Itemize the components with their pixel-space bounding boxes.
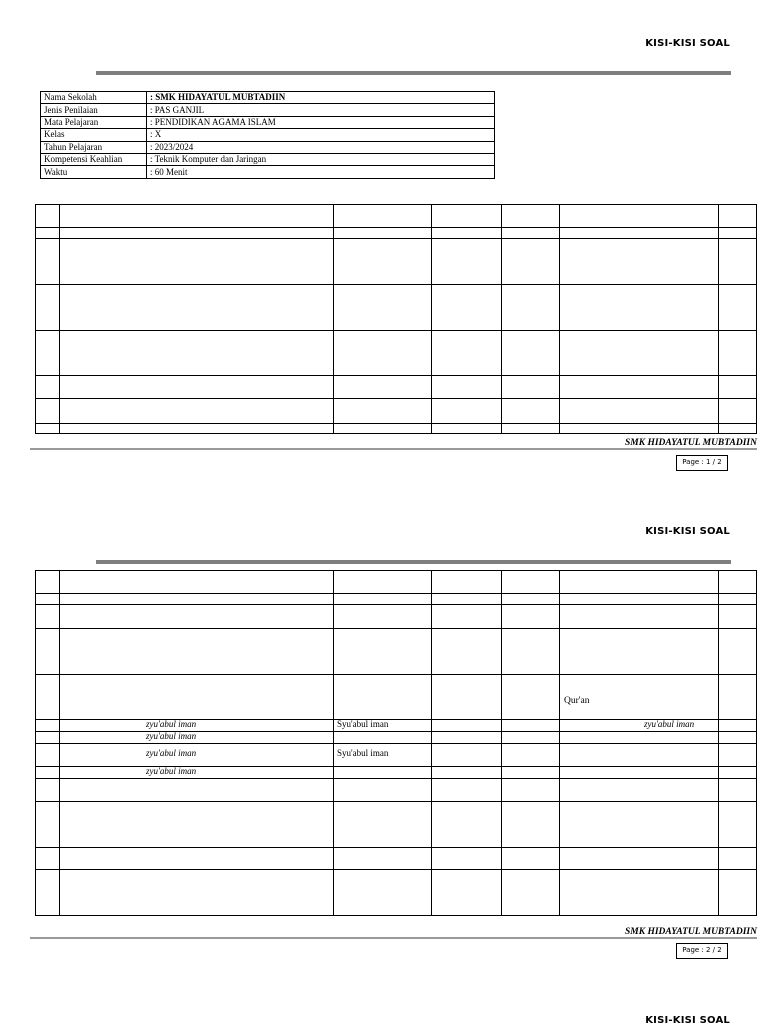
row-line (36, 398, 756, 399)
info-label: Mata Pelajaran (41, 116, 147, 128)
row-line (36, 628, 756, 629)
info-value: : SMK HIDAYATUL MUBTADIIN (147, 92, 495, 104)
info-value: : PENDIDIKAN AGAMA ISLAM (147, 116, 495, 128)
table-cell: Qur'an (564, 696, 590, 706)
row-line (36, 375, 756, 376)
page-number: Page : 2 / 2 (676, 943, 728, 959)
info-value: : Teknik Komputer dan Jaringan (147, 153, 495, 165)
info-label: Jenis Penilaian (41, 104, 147, 116)
grid-table-page1 (35, 204, 757, 434)
info-value: : 2023/2024 (147, 141, 495, 153)
footer-school-name: SMK HIDAYATUL MUBTADIIN (625, 927, 757, 937)
info-row (41, 166, 495, 178)
row-line (36, 674, 756, 675)
info-label: Kelas (41, 129, 147, 141)
row-line (36, 869, 756, 870)
footer-rule (30, 937, 757, 939)
table-cell: zyu'abul iman (146, 719, 197, 729)
row-line (36, 330, 756, 331)
footer-rule (30, 448, 757, 450)
info-label: Tahun Pelajaran (41, 141, 147, 153)
row-line (36, 731, 756, 732)
header-rule (96, 71, 731, 75)
row-line (36, 847, 756, 848)
table-cell: zyu'abul iman (146, 766, 197, 776)
header-rule (96, 560, 731, 564)
row-line (36, 423, 756, 424)
page-title: KISI-KISI SOAL (645, 38, 730, 49)
info-row (41, 116, 495, 128)
info-row (41, 129, 495, 141)
info-value: : 60 Menit (147, 166, 495, 178)
row-line (36, 238, 756, 239)
row-line (36, 604, 756, 605)
table-cell: Syu'abul iman (337, 719, 389, 729)
footer-school-name: SMK HIDAYATUL MUBTADIIN (625, 438, 757, 448)
info-row (41, 153, 495, 165)
page-title: KISI-KISI SOAL (645, 526, 730, 537)
school-info-table (40, 91, 495, 179)
table-cell: Syu'abul iman (337, 748, 389, 758)
info-label: Kompetensi Keahlian (41, 153, 147, 165)
row-line (36, 778, 756, 779)
info-label: Nama Sekolah (41, 92, 147, 104)
row-line (36, 801, 756, 802)
row-line (36, 284, 756, 285)
info-label: Waktu (41, 166, 147, 178)
row-line (36, 227, 756, 228)
info-value: : X (147, 129, 495, 141)
info-row (41, 92, 495, 104)
table-cell: zyu'abul iman (644, 719, 695, 729)
info-row (41, 104, 495, 116)
page-title: KISI-KISI SOAL (645, 1015, 730, 1026)
grid-table-page2 (35, 570, 757, 916)
page-number: Page : 1 / 2 (676, 455, 728, 471)
row-line (36, 766, 756, 767)
row-line (36, 743, 756, 744)
table-cell: zyu'abul iman (146, 748, 197, 758)
table-cell: zyu'abul iman (146, 731, 197, 741)
info-value: : PAS GANJIL (147, 104, 495, 116)
info-row (41, 141, 495, 153)
row-line (36, 593, 756, 594)
